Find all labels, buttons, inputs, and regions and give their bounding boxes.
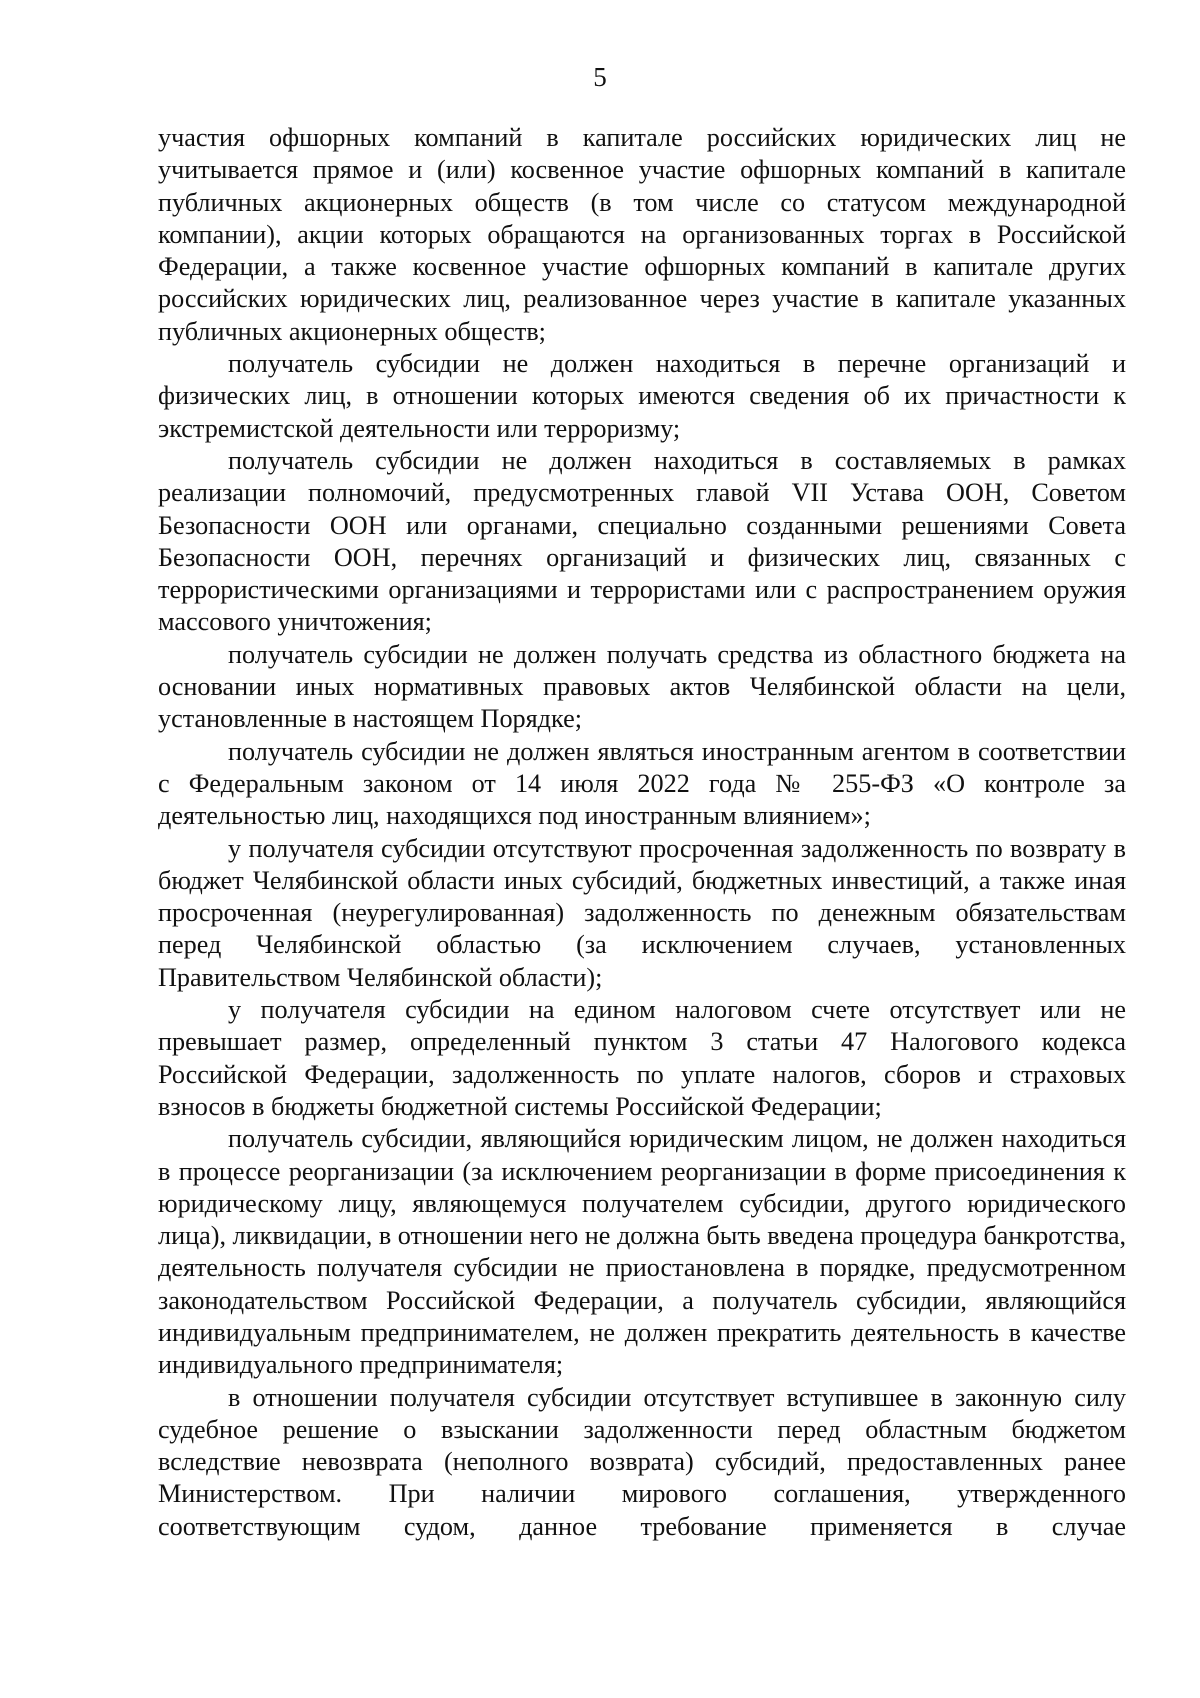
- paragraph-court-decision: в отношении получателя субсидии отсутствует вступившее в законную силу судебное решение о взыскании задолженности перед областным бюджетом вследствие невозврата (неполного возврата) субсидий, предоставленных ранее Министерством. При наличии мирового соглашения, утвержденного соответствующим судом, данное требование применяется в случае: [158, 1382, 1126, 1541]
- paragraph-other-budget-funds: получатель субсидии не должен получать средства из областного бюджета на основании иных нормативных правовых актов Челябинской области на цели, установленные в настоящем Порядке;: [158, 639, 1126, 734]
- paragraph-overdue-debt: у получателя субсидии отсутствуют просроченная задолженность по возврату в бюджет Челябинской области иных субсидий, бюджетных инвестиций, а также иная просроченная (неурегулированная) задолженность по денежным обязательствам перед Челябинской областью (за исключением случаев, установленных Правительством Челябинской области);: [158, 833, 1126, 992]
- paragraph-reorganization: получатель субсидии, являющийся юридическим лицом, не должен находиться в процессе реорганизации (за исключением реорганизации в форме присоединения к юридическому лицу, являющемуся получателем субсидии, другого юридического лица), ликвидации, в отношении него не должна быть введена процедура банкротства, деятельность получателя субсидии не приостановлена в порядке, предусмотренном законодательством Российской Федерации, а получатель субсидии, являющийся индивидуальным предпринимателем, не должен прекратить деятельность в качестве индивидуального предпринимателя;: [158, 1124, 1126, 1380]
- document-body: [158, 122, 1126, 1543]
- paragraph-foreign-agent: получатель субсидии не должен являться иностранным агентом в соответствии с Федеральным законом от 14 июля 2022 года № 255-ФЗ «О контроле за деятельностью лиц, находящихся под иностранным влиянием»;: [158, 736, 1126, 831]
- paragraph-un-security-council-list: получатель субсидии не должен находиться в составляемых в рамках реализации полномочий, предусмотренных главой VII Устава ООН, Советом Безопасности ООН или органами, специально созданными решениями Совета Безопасности ООН, перечнях организаций и физических лиц, связанных с террористическими организациями и террористами или с распространением оружия массового уничтожения;: [158, 445, 1126, 637]
- page-number: 5: [593, 62, 607, 92]
- paragraph-extremism-list: получатель субсидии не должен находиться в перечне организаций и физических лиц, в отношении которых имеются сведения об их причастности к экстремистской деятельности или терроризму;: [158, 349, 1126, 443]
- paragraph-tax-debt: у получателя субсидии на едином налоговом счете отсутствует или не превышает размер, определенный пунктом 3 статьи 47 Налогового кодекса Российской Федерации, задолженность по уплате налогов, сборов и страховых взносов в бюджеты бюджетной системы Российской Федерации;: [158, 995, 1126, 1121]
- paragraph-continuation: участия офшорных компаний в капитале российских юридических лиц не учитывается прямое и (или) косвенное участие офшорных компаний в капитале публичных акционерных обществ (в том числе со статусом международной компании), акции которых обращаются на организованных торгах в Российской Федерации, а также косвенное участие офшорных компаний в капитале других российских юридических лиц, реализованное через участие в капитале указанных публичных акционерных обществ;: [158, 123, 1126, 346]
